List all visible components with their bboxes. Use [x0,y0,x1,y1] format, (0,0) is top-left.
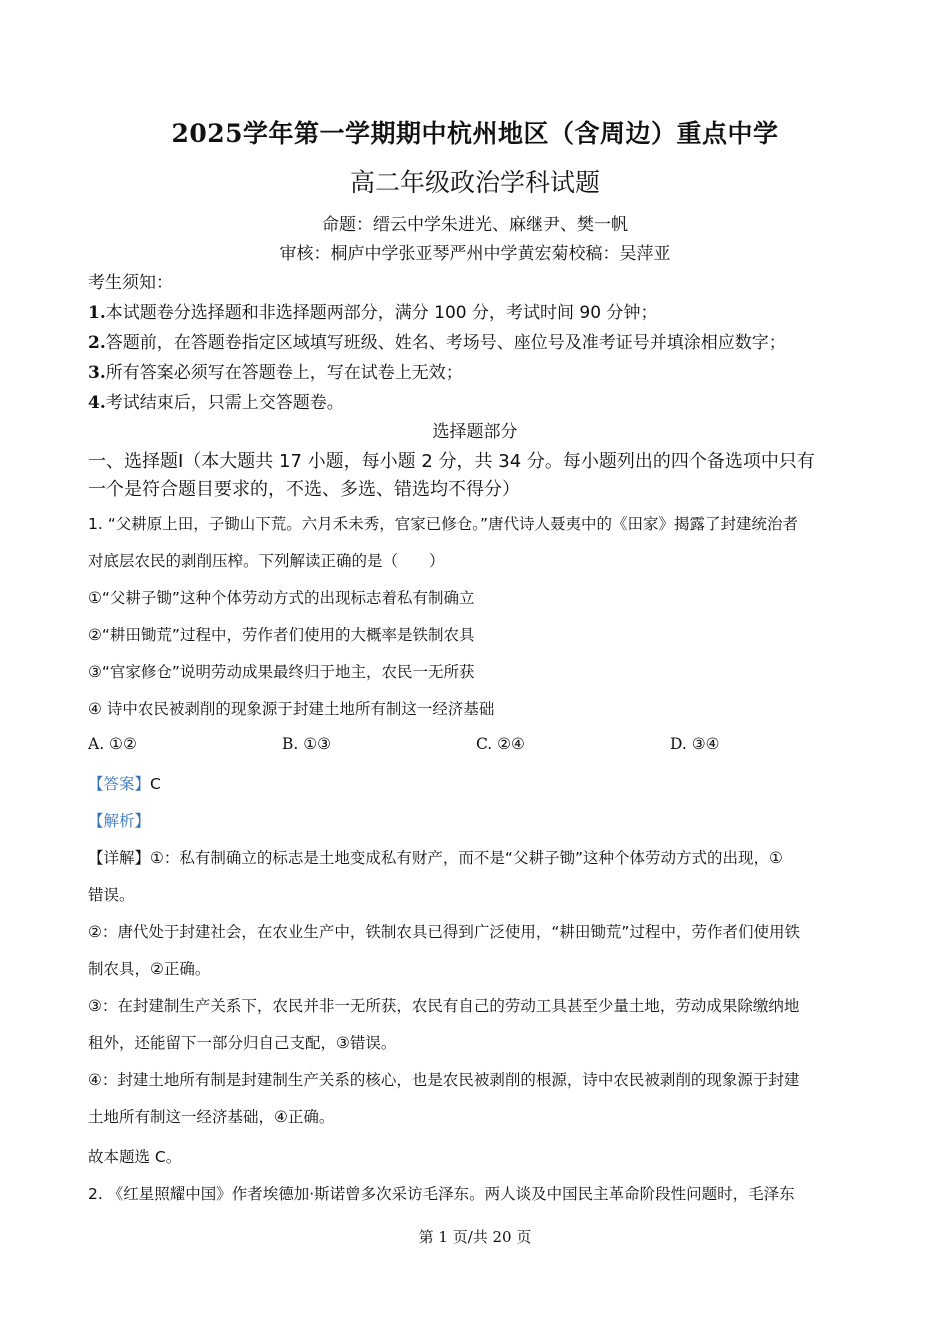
question-1-stem-line-1: 1. “父耕原上田，子锄山下荒。六月禾未秀，官家已修仓。”唐代诗人聂夷中的《田家》揭露了封建统治者 [88,515,799,533]
notice-item [88,388,344,413]
exam-subtitle: 高二年级政治学科试题 [349,168,600,197]
answer-line [88,772,161,794]
reviewers-line: 审核：桐庐中学张亚琴严州中学黄宏菊校稿：吴萍亚 [279,244,671,264]
detail-line: ④：封建土地所有制是封建制生产关系的核心，也是农民被剥削的根源，诗中农民被剥削的现象源于封建 [88,1071,800,1089]
question-1-statement: ①“父耕子锄”这种个体劳动方式的出现标志着私有制确立 [88,589,475,607]
notice-item [88,358,463,383]
exam-title: 2025学年第一学期期中杭州地区（含周边）重点中学 [171,119,779,148]
detail-line: 错误。 [88,886,135,904]
section-title: 选择题部分 [432,422,518,442]
part-heading-line-1: 一、选择题Ⅰ（本大题共 17 小题，每小题 2 分，共 34 分。每小题列出的四个备选项中只有 [88,451,815,472]
option-d: D. ③④ [670,735,720,753]
detail-line: 制农具，②正确。 [88,960,211,978]
notice-item-number: 3. [88,363,106,383]
notice-item-number: 2. [88,333,106,353]
part-heading-line-2: 一个是符合题目要求的，不选、多选、错选均不得分） [88,479,520,500]
detail-tag: 【详解】 [88,849,151,867]
page-footer: 第 1 页/共 20 页 [418,1228,532,1246]
notice-item-text: 考试结束后，只需上交答题卷。 [105,393,344,413]
notice-item-text: 所有答案必须写在答题卷上，写在试卷上无效； [105,363,463,383]
detail-text: ①：私有制确立的标志是土地变成私有财产，而不是“父耕子锄”这种个体劳动方式的出现，① [150,849,783,867]
notice-heading: 考生须知： [88,273,173,293]
question-1-stem-line-2: 对底层农民的剥削压榨。下列解读正确的是（ ） [88,552,445,570]
notice-item [88,328,786,353]
answer-tag: 【答案】 [88,775,151,793]
question-1-statement: ④ 诗中农民被剥削的现象源于封建土地所有制这一经济基础 [88,700,495,718]
notice-item [88,298,657,323]
notice-item-text: 答题前，在答题卷指定区域填写班级、姓名、考场号、座位号及准考证号并填涂相应数字； [105,333,786,353]
notice-item-number: 4. [88,393,106,413]
conclusion-line: 故本题选 C。 [88,1148,182,1166]
notice-item-text: 本试题卷分选择题和非选择题两部分，满分 100 分，考试时间 90 分钟； [105,303,658,323]
notice-item-number: 1. [88,303,106,323]
detail-line: ②：唐代处于封建社会，在农业生产中，铁制农具已得到广泛使用，“耕田锄荒”过程中，劳作者们使用铁 [88,923,800,941]
detail-line: 土地所有制这一经济基础，④正确。 [88,1108,335,1126]
question-2-stem-line-1: 2. 《红星照耀中国》作者埃德加·斯诺曾多次采访毛泽东。两人谈及中国民主革命阶段性问题时，毛泽东 [88,1185,795,1203]
analysis-tag: 【解析】 [88,812,151,830]
question-1-statement: ②“耕田锄荒”过程中，劳作者们使用的大概率是铁制农具 [88,626,475,644]
question-1-statement: ③“官家修仓”说明劳动成果最终归于地主，农民一无所获 [88,663,475,681]
option-c: C. ②④ [476,735,525,753]
option-b: B. ①③ [282,735,332,753]
option-a: A. ①② [88,735,137,753]
authors-line: 命题：缙云中学朱进光、麻继尹、樊一帆 [322,215,628,235]
detail-line [88,846,783,868]
detail-line: 租外，还能留下一部分归自己支配，③错误。 [88,1034,397,1052]
answer-value: C [150,775,161,793]
detail-line: ③：在封建制生产关系下，农民并非一无所获，农民有自己的劳动工具甚至少量土地，劳动成果除缴纳地 [88,997,800,1015]
